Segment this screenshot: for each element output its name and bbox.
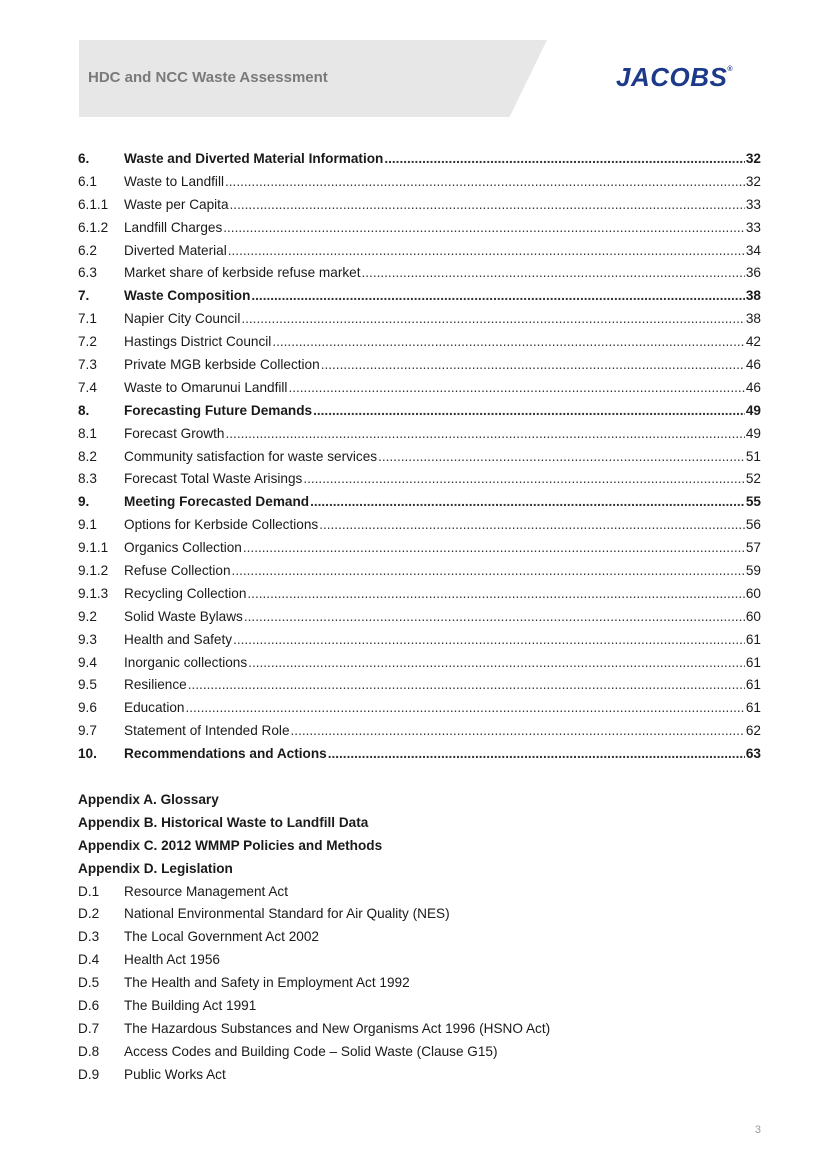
toc-entry-page: 61 bbox=[745, 654, 761, 670]
appendix-d-number: D.5 bbox=[78, 975, 100, 991]
toc-entry[interactable] bbox=[78, 560, 761, 583]
toc-entry-page: 42 bbox=[745, 334, 761, 350]
appendix-heading[interactable]: Appendix A. Glossary bbox=[78, 792, 219, 807]
appendix-d-title: Health Act 1956 bbox=[124, 952, 220, 968]
toc-entry[interactable] bbox=[78, 308, 761, 331]
toc-entry[interactable] bbox=[78, 285, 761, 308]
toc-entry-number: 6.1.2 bbox=[78, 219, 109, 235]
toc-entry-page: 63 bbox=[745, 746, 761, 762]
dot-leader bbox=[328, 743, 745, 766]
toc-entry-number: 9. bbox=[78, 494, 90, 510]
dot-leader bbox=[232, 560, 745, 583]
toc-entry-title: Recycling Collection bbox=[124, 585, 247, 601]
dot-leader bbox=[241, 308, 745, 331]
dot-leader bbox=[188, 674, 745, 697]
toc-entry[interactable] bbox=[78, 377, 761, 400]
toc-entry-number: 9.1.1 bbox=[78, 540, 109, 556]
toc-entry-page: 62 bbox=[745, 723, 761, 739]
dot-leader bbox=[310, 491, 745, 514]
toc-entry[interactable] bbox=[78, 400, 761, 423]
toc-entry[interactable] bbox=[78, 262, 761, 285]
appendix-d-number: D.2 bbox=[78, 906, 100, 922]
table-of-contents bbox=[78, 148, 761, 766]
dot-leader bbox=[378, 446, 745, 469]
toc-entry-page: 60 bbox=[745, 608, 761, 624]
toc-entry-number: 9.6 bbox=[78, 700, 97, 716]
appendix-d-entry[interactable] bbox=[78, 1018, 761, 1041]
toc-entry-title: Private MGB kerbside Collection bbox=[124, 357, 320, 373]
toc-entry-title: Inorganic collections bbox=[124, 654, 248, 670]
toc-entry-page: 38 bbox=[745, 288, 761, 304]
appendix-d-number: D.6 bbox=[78, 998, 100, 1014]
toc-entry-page: 49 bbox=[745, 402, 761, 418]
toc-entry-number: 7.1 bbox=[78, 311, 97, 327]
toc-entry[interactable] bbox=[78, 491, 761, 514]
toc-entry-number: 6.1 bbox=[78, 173, 97, 189]
appendix-d-title: Access Codes and Building Code – Solid Waste (Clause G15) bbox=[124, 1043, 498, 1059]
toc-entry-number: 7. bbox=[78, 288, 90, 304]
toc-entry[interactable] bbox=[78, 171, 761, 194]
toc-entry[interactable] bbox=[78, 446, 761, 469]
appendix-d-entry[interactable] bbox=[78, 926, 761, 949]
toc-entry[interactable] bbox=[78, 468, 761, 491]
toc-entry[interactable] bbox=[78, 354, 761, 377]
toc-entry-title: Refuse Collection bbox=[124, 563, 231, 579]
toc-entry-page: 38 bbox=[745, 311, 761, 327]
toc-entry-page: 32 bbox=[745, 173, 761, 189]
toc-entry-title: Waste Composition bbox=[124, 288, 251, 304]
dot-leader bbox=[321, 354, 745, 377]
appendix-d-number: D.8 bbox=[78, 1043, 100, 1059]
toc-entry-page: 33 bbox=[745, 219, 761, 235]
toc-entry-page: 61 bbox=[745, 677, 761, 693]
toc-entry-page: 36 bbox=[745, 265, 761, 281]
toc-entry-number: 6. bbox=[78, 151, 90, 166]
toc-entry-title: Health and Safety bbox=[124, 631, 233, 647]
appendix-d-entry[interactable] bbox=[78, 1041, 761, 1064]
dot-leader bbox=[228, 240, 745, 263]
toc-entry-number: 8.3 bbox=[78, 471, 97, 487]
toc-entry[interactable] bbox=[78, 537, 761, 560]
appendix-d-entry[interactable] bbox=[78, 903, 761, 926]
appendix-d-entry[interactable] bbox=[78, 972, 761, 995]
dot-leader bbox=[225, 171, 745, 194]
toc-entry-page: 61 bbox=[745, 631, 761, 647]
dot-leader bbox=[361, 262, 744, 285]
toc-entry[interactable] bbox=[78, 194, 761, 217]
toc-entry-title: Waste to Landfill bbox=[124, 173, 224, 189]
appendix-d-entry[interactable] bbox=[78, 881, 761, 904]
toc-entry-title: Meeting Forecasted Demand bbox=[124, 494, 310, 510]
registered-mark: ® bbox=[727, 66, 734, 73]
appendix-d-title: The Hazardous Substances and New Organisms Act 1996 (HSNO Act) bbox=[124, 1020, 551, 1036]
toc-entry-number: 7.3 bbox=[78, 357, 97, 373]
appendix-heading[interactable]: Appendix C. 2012 WMMP Policies and Methods bbox=[78, 837, 383, 853]
toc-entry[interactable] bbox=[78, 606, 761, 629]
appendix-d-title: The Building Act 1991 bbox=[124, 998, 257, 1014]
logo-text: JACOBS bbox=[616, 62, 728, 92]
appendix-heading[interactable]: Appendix B. Historical Waste to Landfill Data bbox=[78, 814, 369, 830]
toc-entry-page: 55 bbox=[745, 494, 761, 510]
toc-entry-number: 8.1 bbox=[78, 425, 97, 441]
toc-entry[interactable] bbox=[78, 331, 761, 354]
appendix-d-number: D.4 bbox=[78, 952, 100, 968]
dot-leader bbox=[303, 468, 745, 491]
dot-leader bbox=[185, 697, 744, 720]
dot-leader bbox=[288, 377, 744, 400]
toc-entry-page: 52 bbox=[745, 471, 761, 487]
toc-entry-number: 6.2 bbox=[78, 242, 97, 258]
toc-entry-number: 9.2 bbox=[78, 608, 97, 624]
toc-entry-title: Diverted Material bbox=[124, 242, 227, 258]
dot-leader bbox=[319, 514, 745, 537]
toc-entry[interactable] bbox=[78, 217, 761, 240]
appendix-heading[interactable]: Appendix D. Legislation bbox=[78, 860, 233, 876]
appendix-d-entry[interactable] bbox=[78, 1064, 761, 1087]
toc-entry-title: Resilience bbox=[124, 677, 187, 693]
toc-entry-number: 9.3 bbox=[78, 631, 97, 647]
toc-entry-page: 46 bbox=[745, 357, 761, 373]
dot-leader bbox=[243, 537, 745, 560]
toc-entry-title: Market share of kerbside refuse market bbox=[124, 265, 361, 281]
toc-entry-number: 6.1.1 bbox=[78, 196, 109, 212]
dot-leader bbox=[225, 423, 744, 446]
toc-entry[interactable] bbox=[78, 720, 761, 743]
toc-entry-page: 56 bbox=[745, 517, 761, 533]
appendix-d-number: D.1 bbox=[78, 883, 100, 899]
toc-entry-title: Forecast Growth bbox=[124, 425, 225, 441]
toc-entry[interactable] bbox=[78, 148, 761, 171]
toc-entry-title: Waste to Omarunui Landfill bbox=[124, 379, 288, 395]
toc-entry[interactable] bbox=[78, 240, 761, 263]
toc-entry[interactable] bbox=[78, 743, 761, 766]
dot-leader bbox=[223, 217, 745, 240]
toc-entry-number: 9.1.3 bbox=[78, 585, 109, 601]
toc-entry[interactable] bbox=[78, 629, 761, 652]
toc-entry-title: Recommendations and Actions bbox=[124, 746, 327, 762]
toc-entry-title: Hastings District Council bbox=[124, 334, 272, 350]
toc-entry-number: 6.3 bbox=[78, 265, 97, 281]
toc-entry-title: Waste per Capita bbox=[124, 196, 229, 212]
toc-entry[interactable] bbox=[78, 652, 761, 675]
appendices-list bbox=[78, 789, 761, 1087]
appendix-d-number: D.9 bbox=[78, 1066, 100, 1082]
toc-entry-page: 51 bbox=[745, 448, 761, 464]
toc-entry-number: 8. bbox=[78, 402, 90, 418]
appendix-d-entry[interactable] bbox=[78, 995, 761, 1018]
toc-entry-number: 9.1.2 bbox=[78, 563, 109, 579]
toc-entry-number: 9.4 bbox=[78, 654, 97, 670]
dot-leader bbox=[251, 285, 745, 308]
toc-entry-page: 46 bbox=[745, 379, 761, 395]
dot-leader bbox=[272, 331, 745, 354]
toc-entry-page: 32 bbox=[745, 151, 761, 166]
toc-entry-number: 7.2 bbox=[78, 334, 97, 350]
toc-entry[interactable] bbox=[78, 583, 761, 606]
toc-entry-page: 59 bbox=[745, 563, 761, 579]
toc-entry-title: Napier City Council bbox=[124, 311, 241, 327]
toc-entry-title: Options for Kerbside Collections bbox=[124, 517, 319, 533]
dot-leader bbox=[291, 720, 745, 743]
toc-entry-number: 9.7 bbox=[78, 723, 97, 739]
toc-entry-number: 7.4 bbox=[78, 379, 97, 395]
dot-leader bbox=[230, 194, 745, 217]
appendix-d-entry[interactable] bbox=[78, 949, 761, 972]
toc-entry-number: 8.2 bbox=[78, 448, 97, 464]
toc-entry-page: 60 bbox=[745, 585, 761, 601]
appendix-d-number: D.3 bbox=[78, 929, 100, 945]
appendix-d-title: The Local Government Act 2002 bbox=[124, 929, 319, 945]
toc-entry-title: Statement of Intended Role bbox=[124, 723, 290, 739]
toc-entry-title: Waste and Diverted Material Information bbox=[124, 151, 384, 166]
dot-leader bbox=[248, 652, 745, 675]
toc-entry-number: 10. bbox=[78, 746, 97, 762]
toc-entry-title: Solid Waste Bylaws bbox=[124, 608, 243, 624]
toc-entry-page: 61 bbox=[745, 700, 761, 716]
dot-leader bbox=[384, 148, 745, 171]
toc-entry-number: 9.1 bbox=[78, 517, 97, 533]
toc-entry-title: Landfill Charges bbox=[124, 219, 223, 235]
toc-entry[interactable] bbox=[78, 697, 761, 720]
toc-entry-page: 33 bbox=[745, 196, 761, 212]
toc-entry[interactable] bbox=[78, 674, 761, 697]
appendix-d-title: Resource Management Act bbox=[124, 883, 288, 899]
toc-entry-title: Forecasting Future Demands bbox=[124, 402, 313, 418]
toc-entry-title: Organics Collection bbox=[124, 540, 242, 556]
toc-entry[interactable] bbox=[78, 423, 761, 446]
jacobs-logo bbox=[616, 62, 733, 93]
appendix-d-title: Public Works Act bbox=[124, 1066, 226, 1082]
dot-leader bbox=[313, 400, 745, 423]
appendix-d-number: D.7 bbox=[78, 1020, 100, 1036]
toc-entry-page: 49 bbox=[745, 425, 761, 441]
toc-entry[interactable] bbox=[78, 514, 761, 537]
document-title: HDC and NCC Waste Assessment bbox=[88, 69, 328, 86]
toc-entry-title: Education bbox=[124, 700, 185, 716]
page-number: 3 bbox=[754, 1124, 761, 1136]
appendix-d-title: National Environmental Standard for Air Quality (NES) bbox=[124, 906, 450, 922]
toc-entry-page: 34 bbox=[745, 242, 761, 258]
toc-entry-title: Community satisfaction for waste services bbox=[124, 448, 378, 464]
dot-leader bbox=[233, 629, 745, 652]
toc-entry-title: Forecast Total Waste Arisings bbox=[124, 471, 303, 487]
appendix-d-title: The Health and Safety in Employment Act 1992 bbox=[124, 975, 410, 991]
dot-leader bbox=[244, 606, 745, 629]
toc-entry-number: 9.5 bbox=[78, 677, 97, 693]
toc-entry-page: 57 bbox=[745, 540, 761, 556]
dot-leader bbox=[247, 583, 744, 606]
